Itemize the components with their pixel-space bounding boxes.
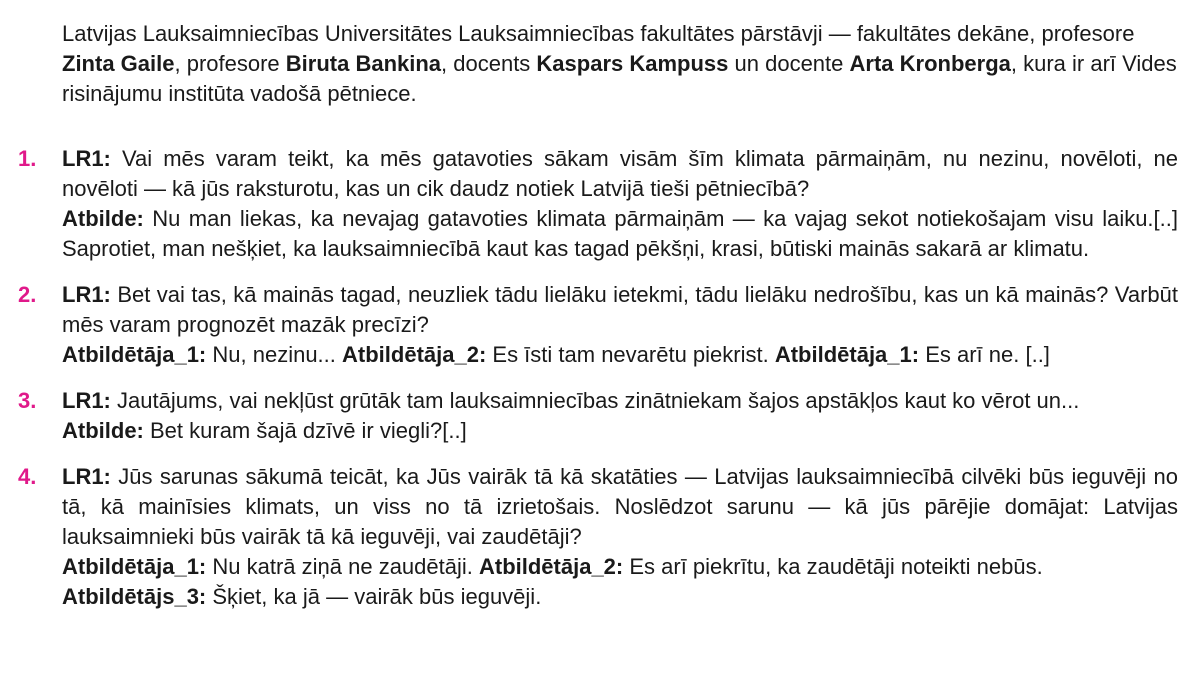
answer-text: Es arī ne. [..] [919, 342, 1050, 367]
answer-text: Nu katrā ziņā ne zaudētāji. [206, 554, 479, 579]
answer [62, 552, 1178, 582]
answer-text: Nu, nezinu... [206, 342, 343, 367]
question-text: Bet vai tas, kā mainās tagad, neuzliek tādu lielāku ietekmi, tādu lielāku nedrošību, kas un kā mainās? Varbūt mēs varam prognozēt mazāk precīzi? [62, 282, 1178, 337]
answer-text: Šķiet, ka jā — vairāk būs ieguvēji. [206, 584, 542, 609]
person-name: Kaspars Kampuss [536, 51, 729, 76]
answer [62, 340, 1178, 370]
qa-item-2 [0, 280, 1200, 370]
item-number: 1. [18, 146, 37, 171]
person-name: Arta Kronberga [849, 51, 1011, 76]
intro-text: , kura ir arī Vides risinājumu institūta vadošā pētniece. [62, 51, 1177, 106]
intro-paragraph [62, 19, 1182, 109]
qa-item-4 [0, 462, 1200, 612]
person-name: Zinta Gaile [62, 51, 175, 76]
speaker-label: Atbilde: [62, 206, 144, 231]
answer-text: Es arī piekrītu, ka zaudētāji noteikti nebūs. [623, 554, 1043, 579]
intro-text: , docents [441, 51, 537, 76]
answer [62, 582, 1178, 612]
question [62, 144, 1178, 204]
item-number: 3. [18, 388, 37, 413]
question-text: Jūs sarunas sākumā teicāt, ka Jūs vairāk tā kā skatāties — Latvijas lauksaimniecībā cilvēki būs ieguvēji no tā, kā mainīsies klimats, un viss no tā izrietošais. Noslēdzot sarunu — kā jūs pārējie domājat: Latvijas lauksaimnieki būs vairāk tā kā ieguvēji, vai zaudētāji? [62, 464, 1178, 549]
item-number: 4. [18, 464, 37, 489]
speaker-label: Atbildētāja_1: [62, 342, 207, 367]
answer [62, 204, 1178, 264]
speaker-label: Atbilde: [62, 418, 144, 443]
speaker-label: LR1: [62, 388, 111, 413]
speaker-label: Atbildētāja_2: [342, 342, 487, 367]
item-number: 2. [18, 282, 37, 307]
speaker-label: Atbildētāja_1: [774, 342, 920, 367]
qa-item-1 [0, 144, 1200, 264]
speaker-label: Atbildētāja_1: [62, 554, 207, 579]
answer-text: Nu man liekas, ka nevajag gatavoties klimata pārmaiņām — ka vajag sekot notiekošajam visu laiku.[..] Saprotiet, man nešķiet, ka lauksaimniecībā kaut kas tagad pēkšņi, krasi, būtiski mainās sakarā ar klimatu. [62, 206, 1178, 261]
question [62, 462, 1178, 552]
speaker-label: LR1: [62, 146, 111, 171]
answer-text: Bet kuram šajā dzīvē ir viegli?[..] [143, 418, 467, 443]
speaker-label: LR1: [62, 464, 111, 489]
question-text: Jautājums, vai nekļūst grūtāk tam lauksaimniecības zinātniekam šajos apstākļos kaut ko vērot un... [110, 388, 1080, 413]
qa-item-3 [0, 386, 1200, 446]
question-text: Vai mēs varam teikt, ka mēs gatavoties sākam visām šīm klimata pārmaiņām, nu nezinu, novēloti, ne novēloti — kā jūs raksturotu, kas un cik daudz notiek Latvijā tieši pētniecībā? [62, 146, 1178, 201]
answer-text: Es īsti tam nevarētu piekrist. [486, 342, 775, 367]
speaker-label: Atbildētājs_3: [62, 584, 207, 609]
intro-text: , profesore [174, 51, 286, 76]
person-name: Biruta Bankina [285, 51, 442, 76]
qa-list [0, 144, 1200, 612]
intro-text: Latvijas Lauksaimniecības Universitātes Lauksaimniecības fakultātes pārstāvji — fakultātes dekāne, profesore [62, 21, 1135, 46]
question [62, 280, 1178, 340]
question [62, 386, 1178, 416]
speaker-label: LR1: [62, 282, 111, 307]
speaker-label: Atbildētāja_2: [478, 554, 624, 579]
intro-text: un docente [728, 51, 850, 76]
answer [62, 416, 1178, 446]
